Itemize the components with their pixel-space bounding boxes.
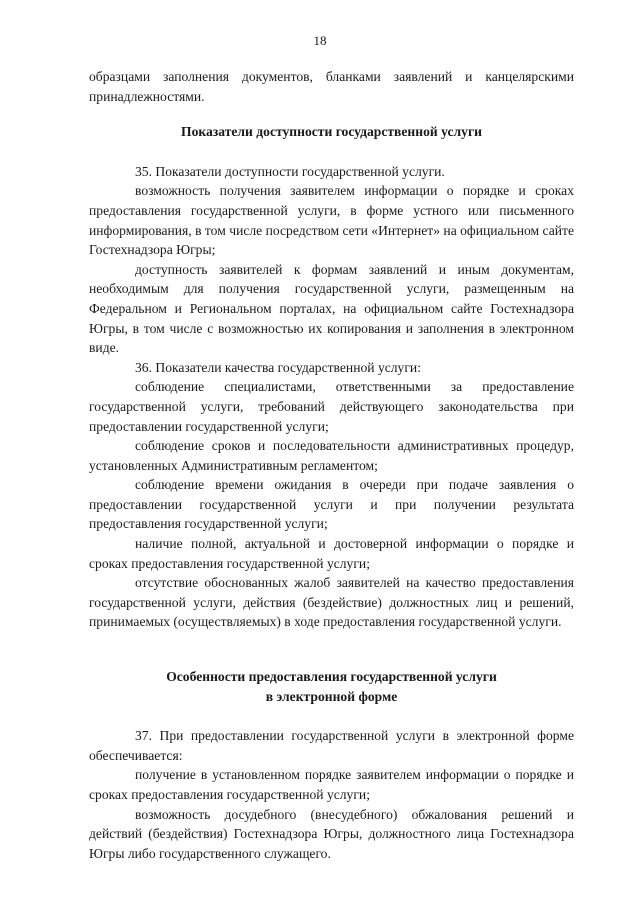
paragraph-law-compliance: соблюдение специалистами, ответственными за предоставление государственной услуги, требований действующего законодательства при предоставлении государственной услуги; [89,379,574,434]
document-body [89,67,574,863]
paragraph-complaints: отсутствие обоснованных жалоб заявителей на качество предоставления государственной услуги, действия (бездействие) должностных лиц и решений, принимаемых (осуществляемых) в ходе предоставления государственной услуги. [89,575,574,630]
section-heading-electronic-line2: в электронной форме [265,688,398,704]
paragraph-appeal: возможность досудебного (внесудебного) обжалования решений и действий (бездействия) Гостехнадзора Югры, должностного лица Гостехнадзора Югры либо государственного служащего. [89,806,574,861]
paragraph-queue-time: соблюдение времени ожидания в очереди при подаче заявления о предоставлении государственной услуги и при получении результата предоставления государственной услуги; [89,477,574,532]
section-heading-electronic-line1: Особенности предоставления государственной услуги [166,669,497,685]
section-heading-accessibility: Показатели доступности государственной услуги [181,124,482,140]
page-number: 18 [313,33,327,48]
paragraph-receive-info: получение в установленном порядке заявителем информации о порядке и сроках предоставления государственной услуги; [89,767,574,802]
paragraph-36: 36. Показатели качества государственной услуги: [135,359,421,375]
paragraph-35: 35. Показатели доступности государственной услуги. [135,163,445,179]
paragraph-deadlines: соблюдение сроков и последовательности административных процедур, установленных Административным регламентом; [89,438,574,473]
paragraph-forms-access: доступность заявителей к формам заявлений и иным документам, необходимым для получения государственной услуги, размещенным на Федеральном и Региональном порталах, на официальном сайте Гостехнадзора Югры, в том числе с возможностью их копирования и заполнения в электронном виде. [89,261,574,356]
paragraph-info-access: возможность получения заявителем информации о порядке и сроках предоставления государственной услуги, в форме устного или письменного информирования, в том числе посредством сети «Интернет» на официальном сайте Гостехнадзора Югры; [89,183,574,258]
paragraph-information: наличие полной, актуальной и достоверной информации о порядке и сроках предоставления государственной услуги; [89,536,574,571]
intro-paragraph: образцами заполнения документов, бланками заявлений и канцелярскими принадлежностями. [89,69,574,104]
paragraph-37: 37. При предоставлении государственной услуги в электронной форме обеспечивается: [89,728,574,763]
